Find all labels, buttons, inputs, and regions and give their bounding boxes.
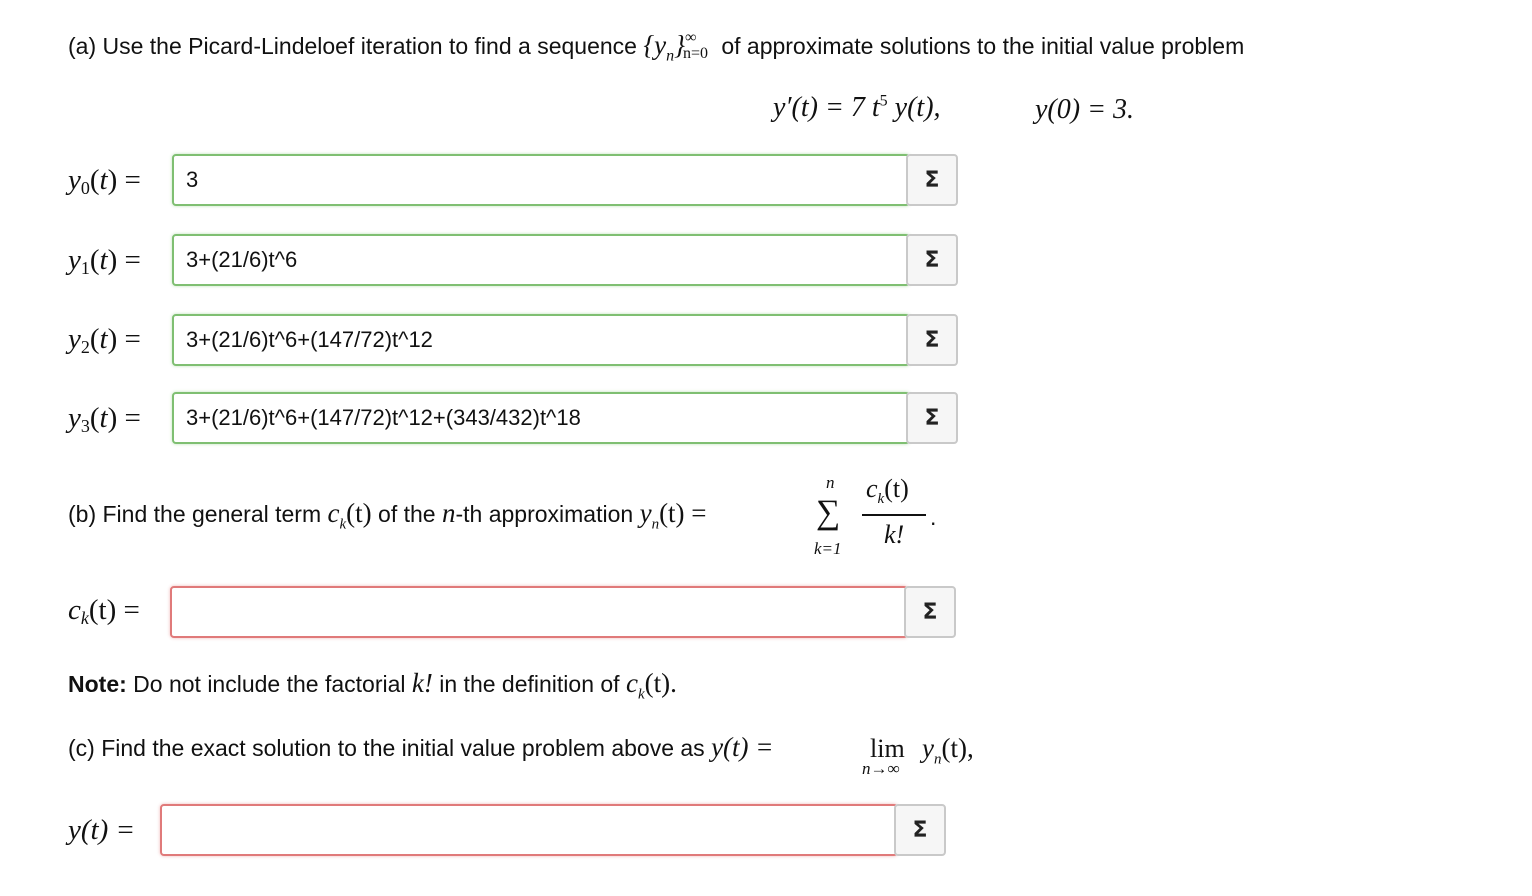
fraction-denominator: k! xyxy=(884,520,905,549)
limit-operator: lim xyxy=(870,734,905,763)
sigma-icon: Σ xyxy=(924,167,940,193)
sigma-icon: Σ xyxy=(924,405,940,431)
part-a-suffix: of approximate solutions to the initial value problem xyxy=(714,33,1245,59)
sum-upper-limit: n xyxy=(826,473,835,492)
ck-label: $c_k(t)$ = xyxy=(68,594,140,628)
part-c-question: (c) Find the exact solution to the initial value problem above as y(t) = xyxy=(68,732,774,762)
fraction-period: . xyxy=(930,504,937,530)
ck-answer-input[interactable] xyxy=(170,586,908,638)
y1-equation-editor-button[interactable] xyxy=(906,234,958,286)
y2-equation-editor-button[interactable] xyxy=(906,314,958,366)
sequence-notation: $\{y_n\}$ ∞ n=0 xyxy=(643,29,708,65)
sigma-icon: Σ xyxy=(922,599,938,625)
fraction-bar xyxy=(862,514,926,516)
y0-answer-input[interactable] xyxy=(172,154,910,206)
y0-label: $y_0(t)$ = xyxy=(68,164,141,198)
fraction-numerator: $c_k(t)$ xyxy=(866,474,909,508)
y3-equation-editor-button[interactable] xyxy=(906,392,958,444)
limit-yn: $y_n(t)$, xyxy=(922,733,974,768)
y2-label: $y_2(t)$ = xyxy=(68,323,141,357)
y1-answer-input[interactable] xyxy=(172,234,910,286)
part-a-prefix: (a) Use the Picard-Lindeloef iteration to find a sequence xyxy=(68,33,644,59)
y3-label: $y_3(t)$ = xyxy=(68,402,141,436)
yt-answer-input[interactable] xyxy=(160,804,898,856)
note-text: Note: Do not include the factorial k! in the definition of $c_k(t)$. xyxy=(68,668,677,703)
y0-equation-editor-button[interactable] xyxy=(906,154,958,206)
y3-answer-input[interactable] xyxy=(172,392,910,444)
ck-equation-editor-button[interactable] xyxy=(904,586,956,638)
sigma-icon: Σ xyxy=(924,247,940,273)
sigma-icon: Σ xyxy=(924,327,940,353)
y2-answer-input[interactable] xyxy=(172,314,910,366)
yt-label: y(t) = xyxy=(68,814,136,846)
ode-equation: y′(t) = 7 $t^5$ y(t), xyxy=(773,92,941,123)
sigma-icon: Σ xyxy=(912,817,928,843)
part-a-question xyxy=(68,29,1245,65)
sum-lower-limit: k=1 xyxy=(814,539,842,558)
sum-symbol: ∑ xyxy=(816,494,841,531)
part-b-question: (b) Find the general term $c_k(t)$ of the n-th approximation $y_n(t)$ = xyxy=(68,498,707,533)
initial-condition: y(0) = 3. xyxy=(1035,94,1134,125)
limit-subscript: n→∞ xyxy=(862,759,900,778)
yt-equation-editor-button[interactable] xyxy=(894,804,946,856)
y1-label: $y_1(t)$ = xyxy=(68,244,141,278)
